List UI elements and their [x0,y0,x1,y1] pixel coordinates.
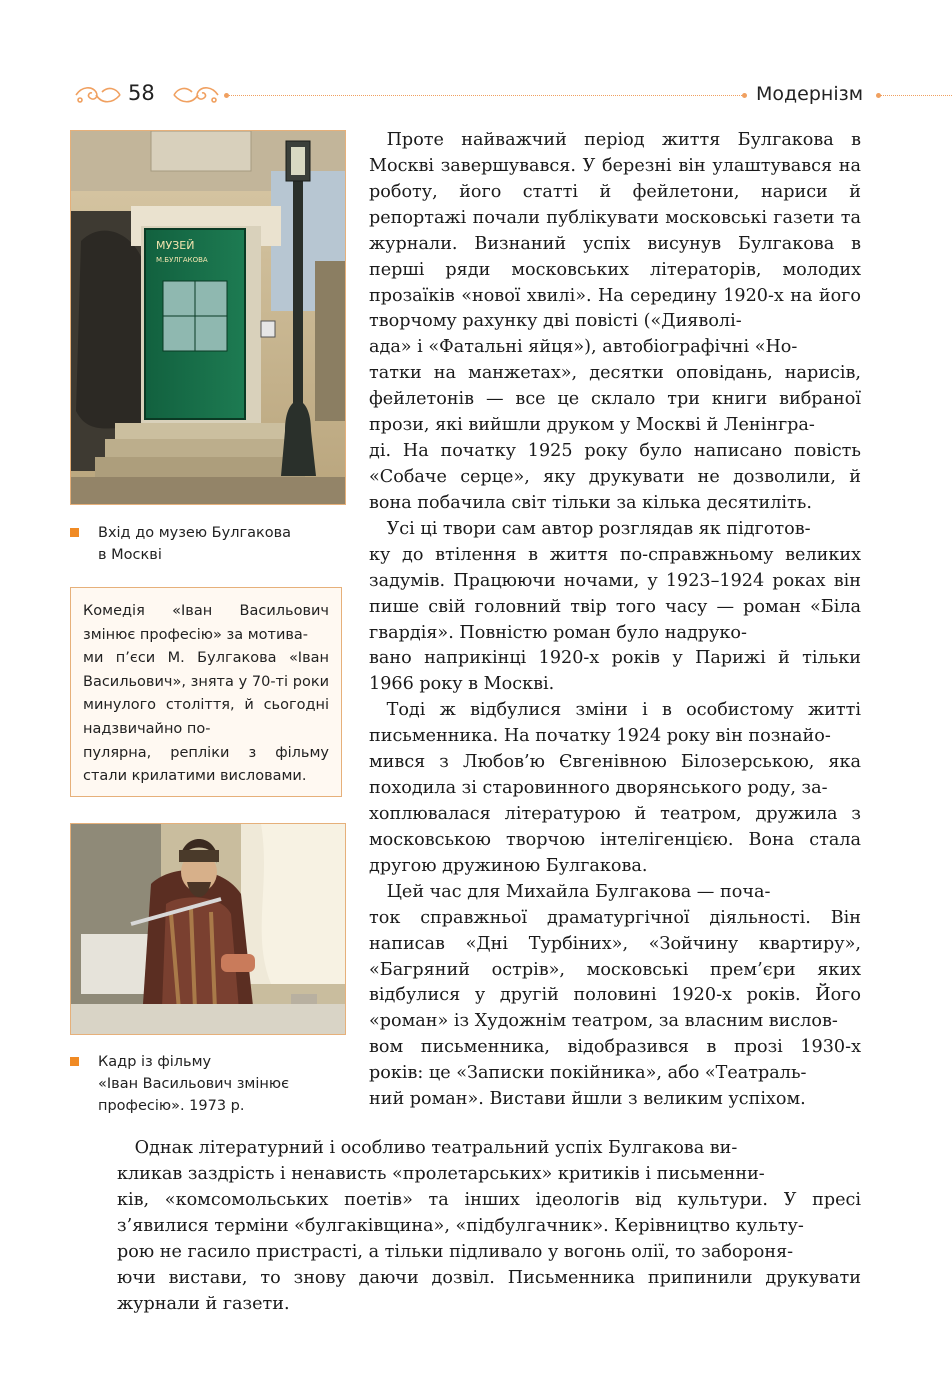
header-rule [226,95,744,96]
right-ornament-icon [170,78,222,112]
section-title: Модернізм [756,83,864,105]
figure-caption [70,1051,340,1117]
museum-entrance-photo [70,130,346,505]
body-paragraph: Усі ці твори сам автор розглядав як підготов- ку до втілення в життя по-справжньому великих задумів. Працюючи ночами, у 1923–1924 роках він пише свій головний твір того часу — роман «Біла гвардія». Повністю роман було надруко- вано наприкінці 1920-х років у Парижі й тільки 1966 року в Москві. [369,518,861,695]
page-number: 58 [128,81,155,105]
header-rule [880,95,952,96]
film-still-photo [70,823,346,1035]
bottom-text [117,1136,861,1317]
main-text-column [369,128,861,1113]
body-paragraph: Цей час для Михайла Булгакова — поча- ток справжньої драматургічної діяльності. Він написав «Дні Турбіних», «Зойчину квартиру», «Багряний острів», московські прем’єри яких відбулися у другій половині 1920-х років. Його «роман» із Художнім театром, за власним вислов- вом письменника, відобразився в прозі 1930-х років: це «Записки покійника», або «Театраль- ний роман». Вистави йшли з великим успіхом. [369,881,861,1110]
body-paragraph: Однак літературний і особливо театральний успіх Булгакова ви- кликав заздрість і ненависть «пролетарських» критиків і письменни- ків, «комсомольських поетів» та інших ідеологів від культури. У пресі з’явилися терміни «булгаківщина», «підбулгачник». Керівництво культу- рою не гасило пристрасті, а тільки підливало у вогонь олії, то забороня- ючи вистави, то знову даючи дозвіл. Письменника припинили друкувати журнали й газети. [117,1138,861,1314]
caption-text: Вхід до музею Булгакова в Москві [98,525,292,563]
info-box-text: Комедія «Іван Васильович змінює професію» за мотива- ми п’єси М. Булгакова «Іван Васильович», знята у 70-ті роки минулого століття, й сьогодні надзвичайно по- пулярна, репліки з фільму стали крилатими висловами. [83,603,329,785]
info-box [70,587,342,797]
caption-text: Кадр із фільму «Іван Васильович змінює професію». 1973 р. [98,1054,290,1114]
figure-caption [70,522,340,566]
caption-bullet-icon [70,528,79,537]
museum-sign-text: МУЗЕЙ [156,239,195,252]
page-header [0,78,952,114]
body-paragraph: Тоді ж відбулися зміни і в особистому житті письменника. На початку 1924 року він познайо- мився з Любов’ю Євгенівною Білозерською, яка походила зі старовинного дворянського роду, за- хоплювалася літературою й театром, дружила з московською творчою інтелігенцією. Вона стала другою дружиною Булгакова. [369,700,861,876]
left-ornament-icon [72,78,124,112]
museum-sign-subtext: М.БУЛГАКОВА [156,256,208,264]
caption-bullet-icon [70,1057,79,1066]
body-paragraph: Проте найважчий період життя Булгакова в Москві завершувався. У березні він улаштувався на роботу, його статті й фейлетони, нариси й репортажі почали публікувати московські газети та журнали. Визнаний успіх висунув Булгакова в перші ряди московських літераторів, молодих прозаїків «нової хвилі». На середину 1920-х на його творчому рахунку дві повісті («Дияволі- ада» і «Фатальні яйця»), автобіографічні «Но- татки на манжетах», десятки оповідань, нарисів, фейлетонів — все це склало три книги вибраної прози, які вийшли друком у Москві й Ленінгра- ді. На початку 1925 року було написано повість «Собаче серце», яку друкувати не дозволили, й вона побачила світ тільки за кілька десятиліть. [369,130,861,513]
header-dot [742,93,747,98]
